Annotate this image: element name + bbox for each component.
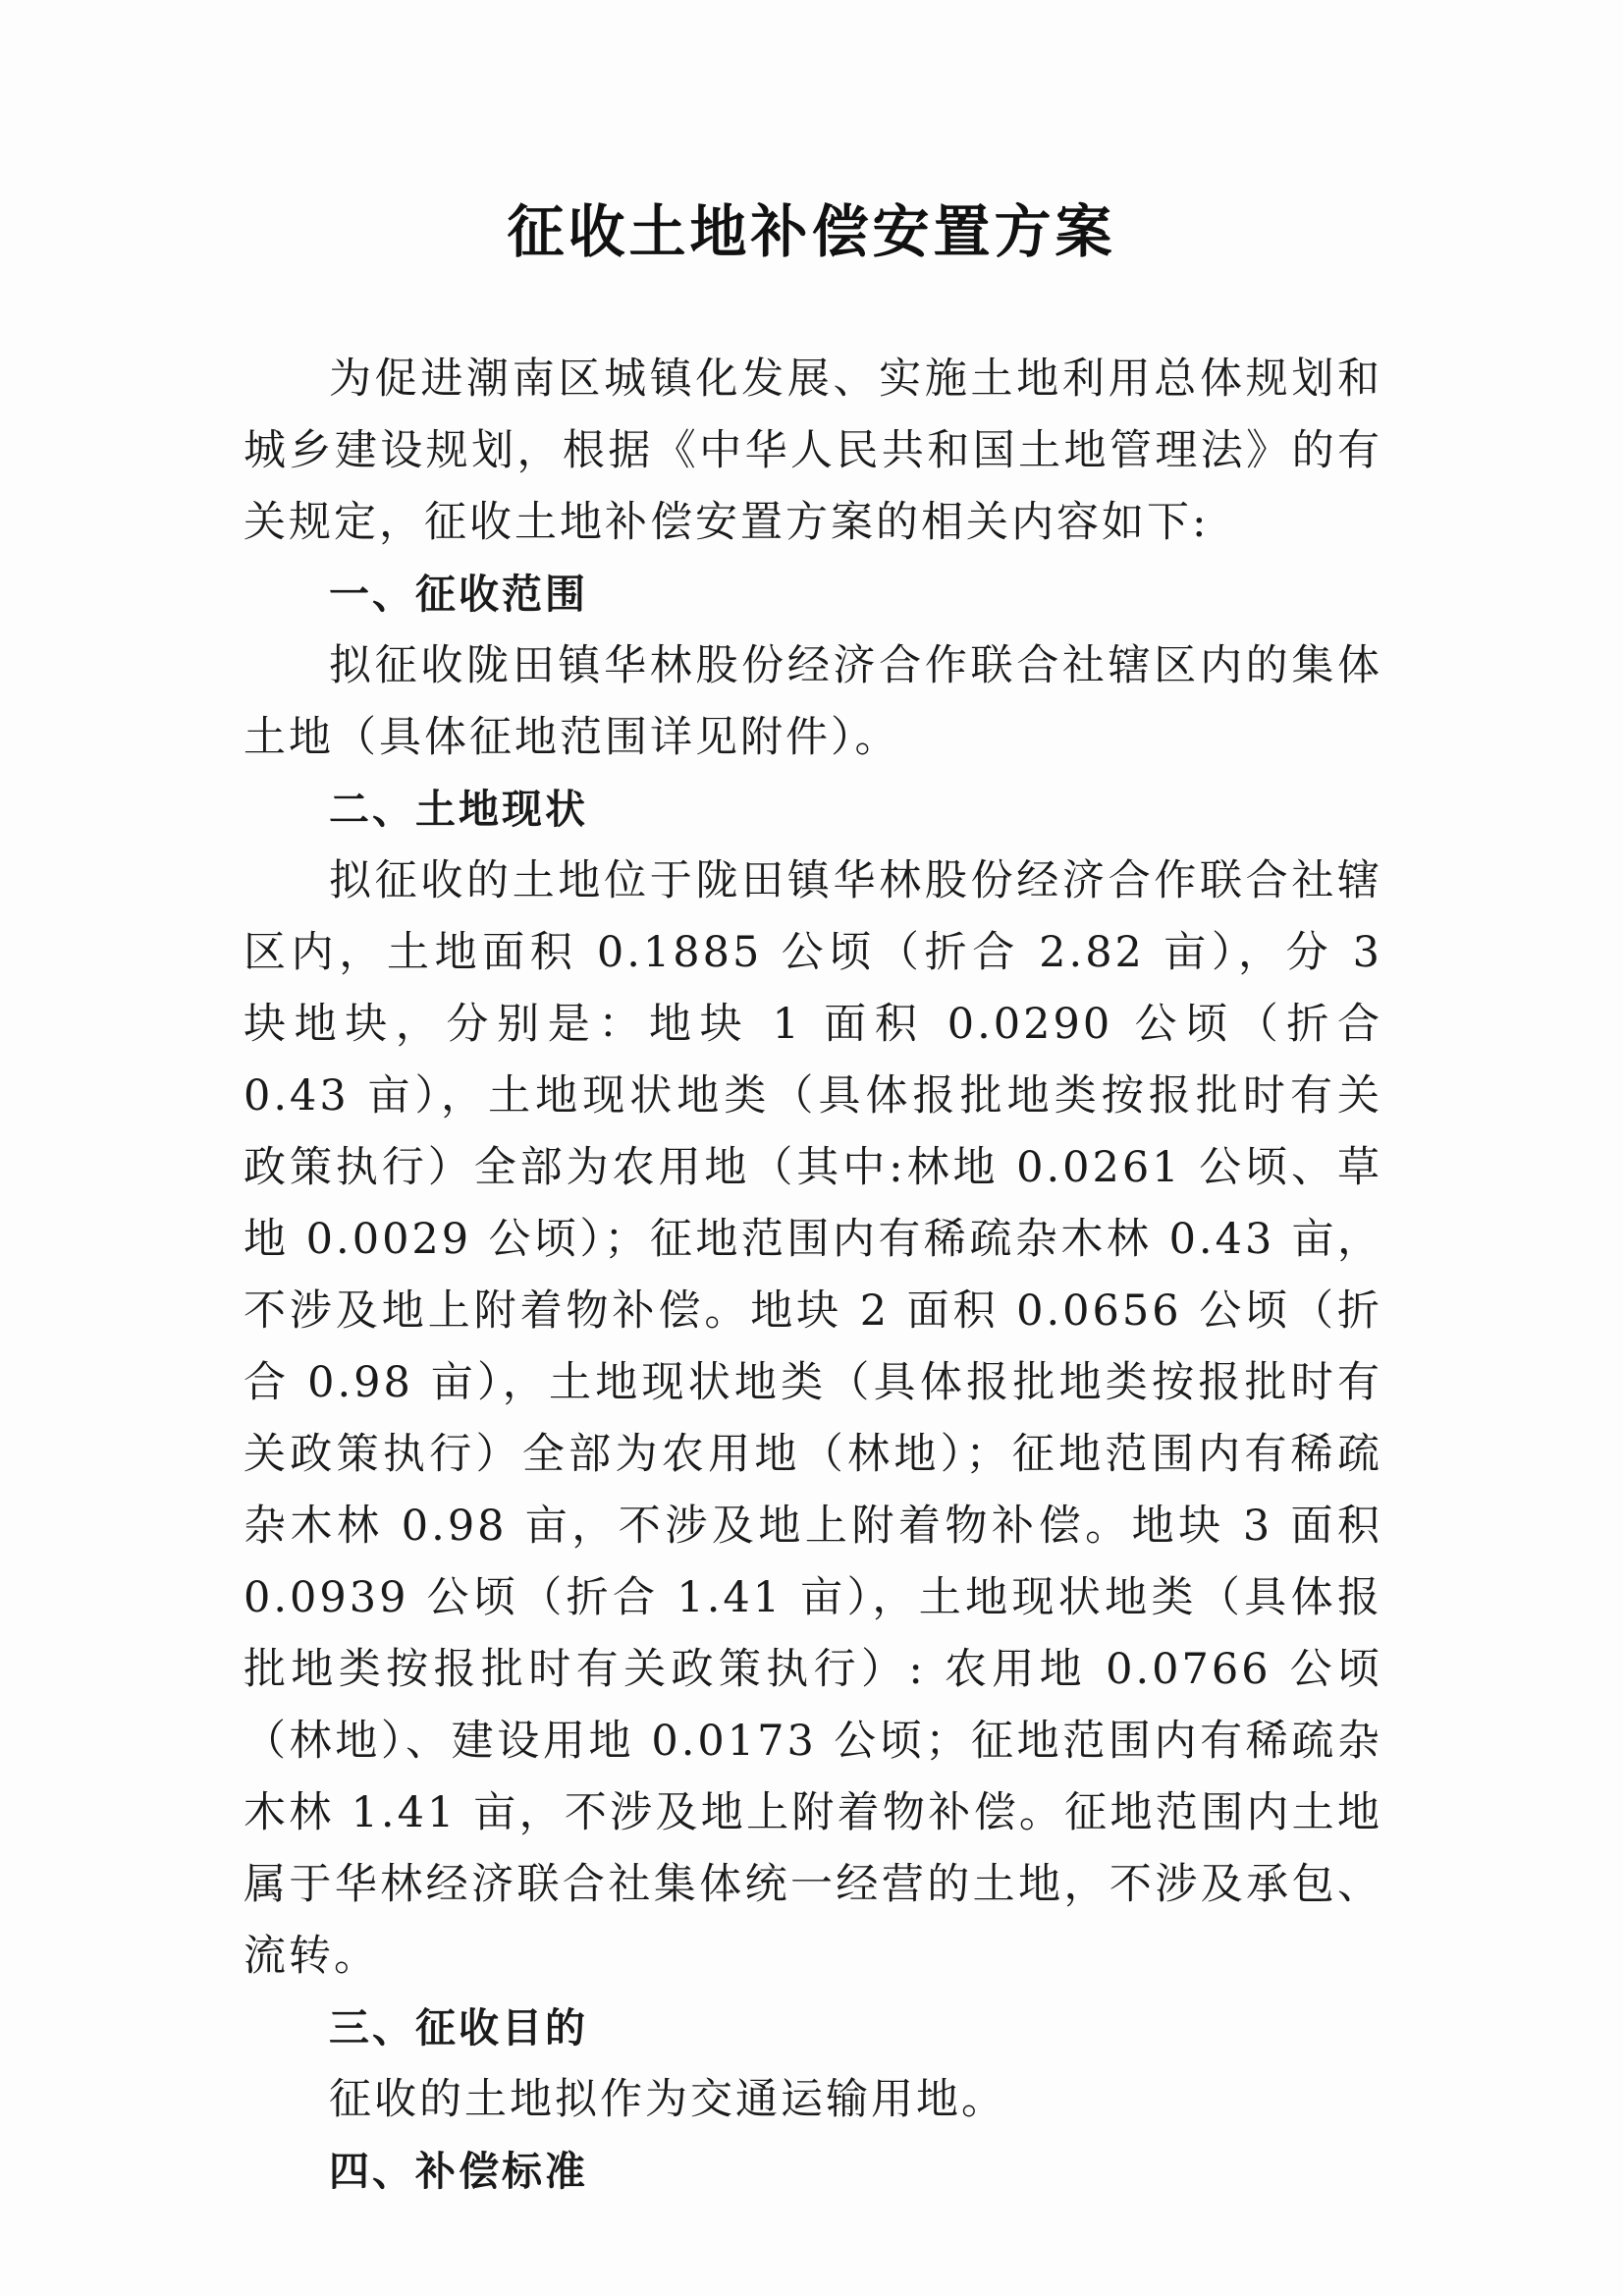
section-paragraph-scope: 拟征收陇田镇华林股份经济合作联合社辖区内的集体土地（具体征地范围详见附件）。 bbox=[243, 641, 1382, 762]
section-heading-land-status: 二、土地现状 bbox=[329, 786, 588, 833]
section-heading-compensation: 四、补偿标准 bbox=[329, 2148, 588, 2195]
section-heading-purpose: 三、征收目的 bbox=[329, 2004, 588, 2051]
section-heading-scope: 一、征收范围 bbox=[329, 571, 588, 618]
document-title: 征收土地补偿安置方案 bbox=[507, 198, 1116, 265]
section-paragraph-land-status: 拟征收的土地位于陇田镇华林股份经济合作联合社辖区内，土地面积 0.1885 公顷（折合 2.82 亩），分 3 块地块，分别是：地块 1 面积 0.0290 公顷（折合 0.43 亩），土地现状地类（具体报批地类按报批时有关政策执行）全部为农用地（其中:林地 0.0261 公顷、草地 0.0029 公顷）；征地范围内有稀疏杂木林 0.43 亩，不涉及地上附着物补偿。地块 2 面积 0.0656 公顷（折合 0.98 亩），土地现状地类（具体报批地类按报批时有关政策执行）全部为农用地（林地）；征地范围内有稀疏杂木林 0.98 亩，不涉及地上附着物补偿。地块 3 面积 0.0939 公顷（折合 1.41 亩），土地现状地类（具体报批地类按报批时有关政策执行）: 农用地 0.0766 公顷（林地）、建设用地 0.0173 公顷；征地范围内有稀疏杂木林 1.41 亩，不涉及地上附着物补偿。征地范围内土地属于华林经济联合社集体统一经营的土地，不涉及承包、流转。 bbox=[243, 856, 1382, 1981]
section-paragraph-purpose: 征收的土地拟作为交通运输用地。 bbox=[329, 2075, 1006, 2124]
document-body bbox=[243, 344, 1382, 2208]
intro-paragraph: 为促进潮南区城镇化发展、实施土地利用总体规划和城乡建设规划，根据《中华人民共和国土地管理法》的有关规定，征收土地补偿安置方案的相关内容如下: bbox=[243, 355, 1382, 547]
